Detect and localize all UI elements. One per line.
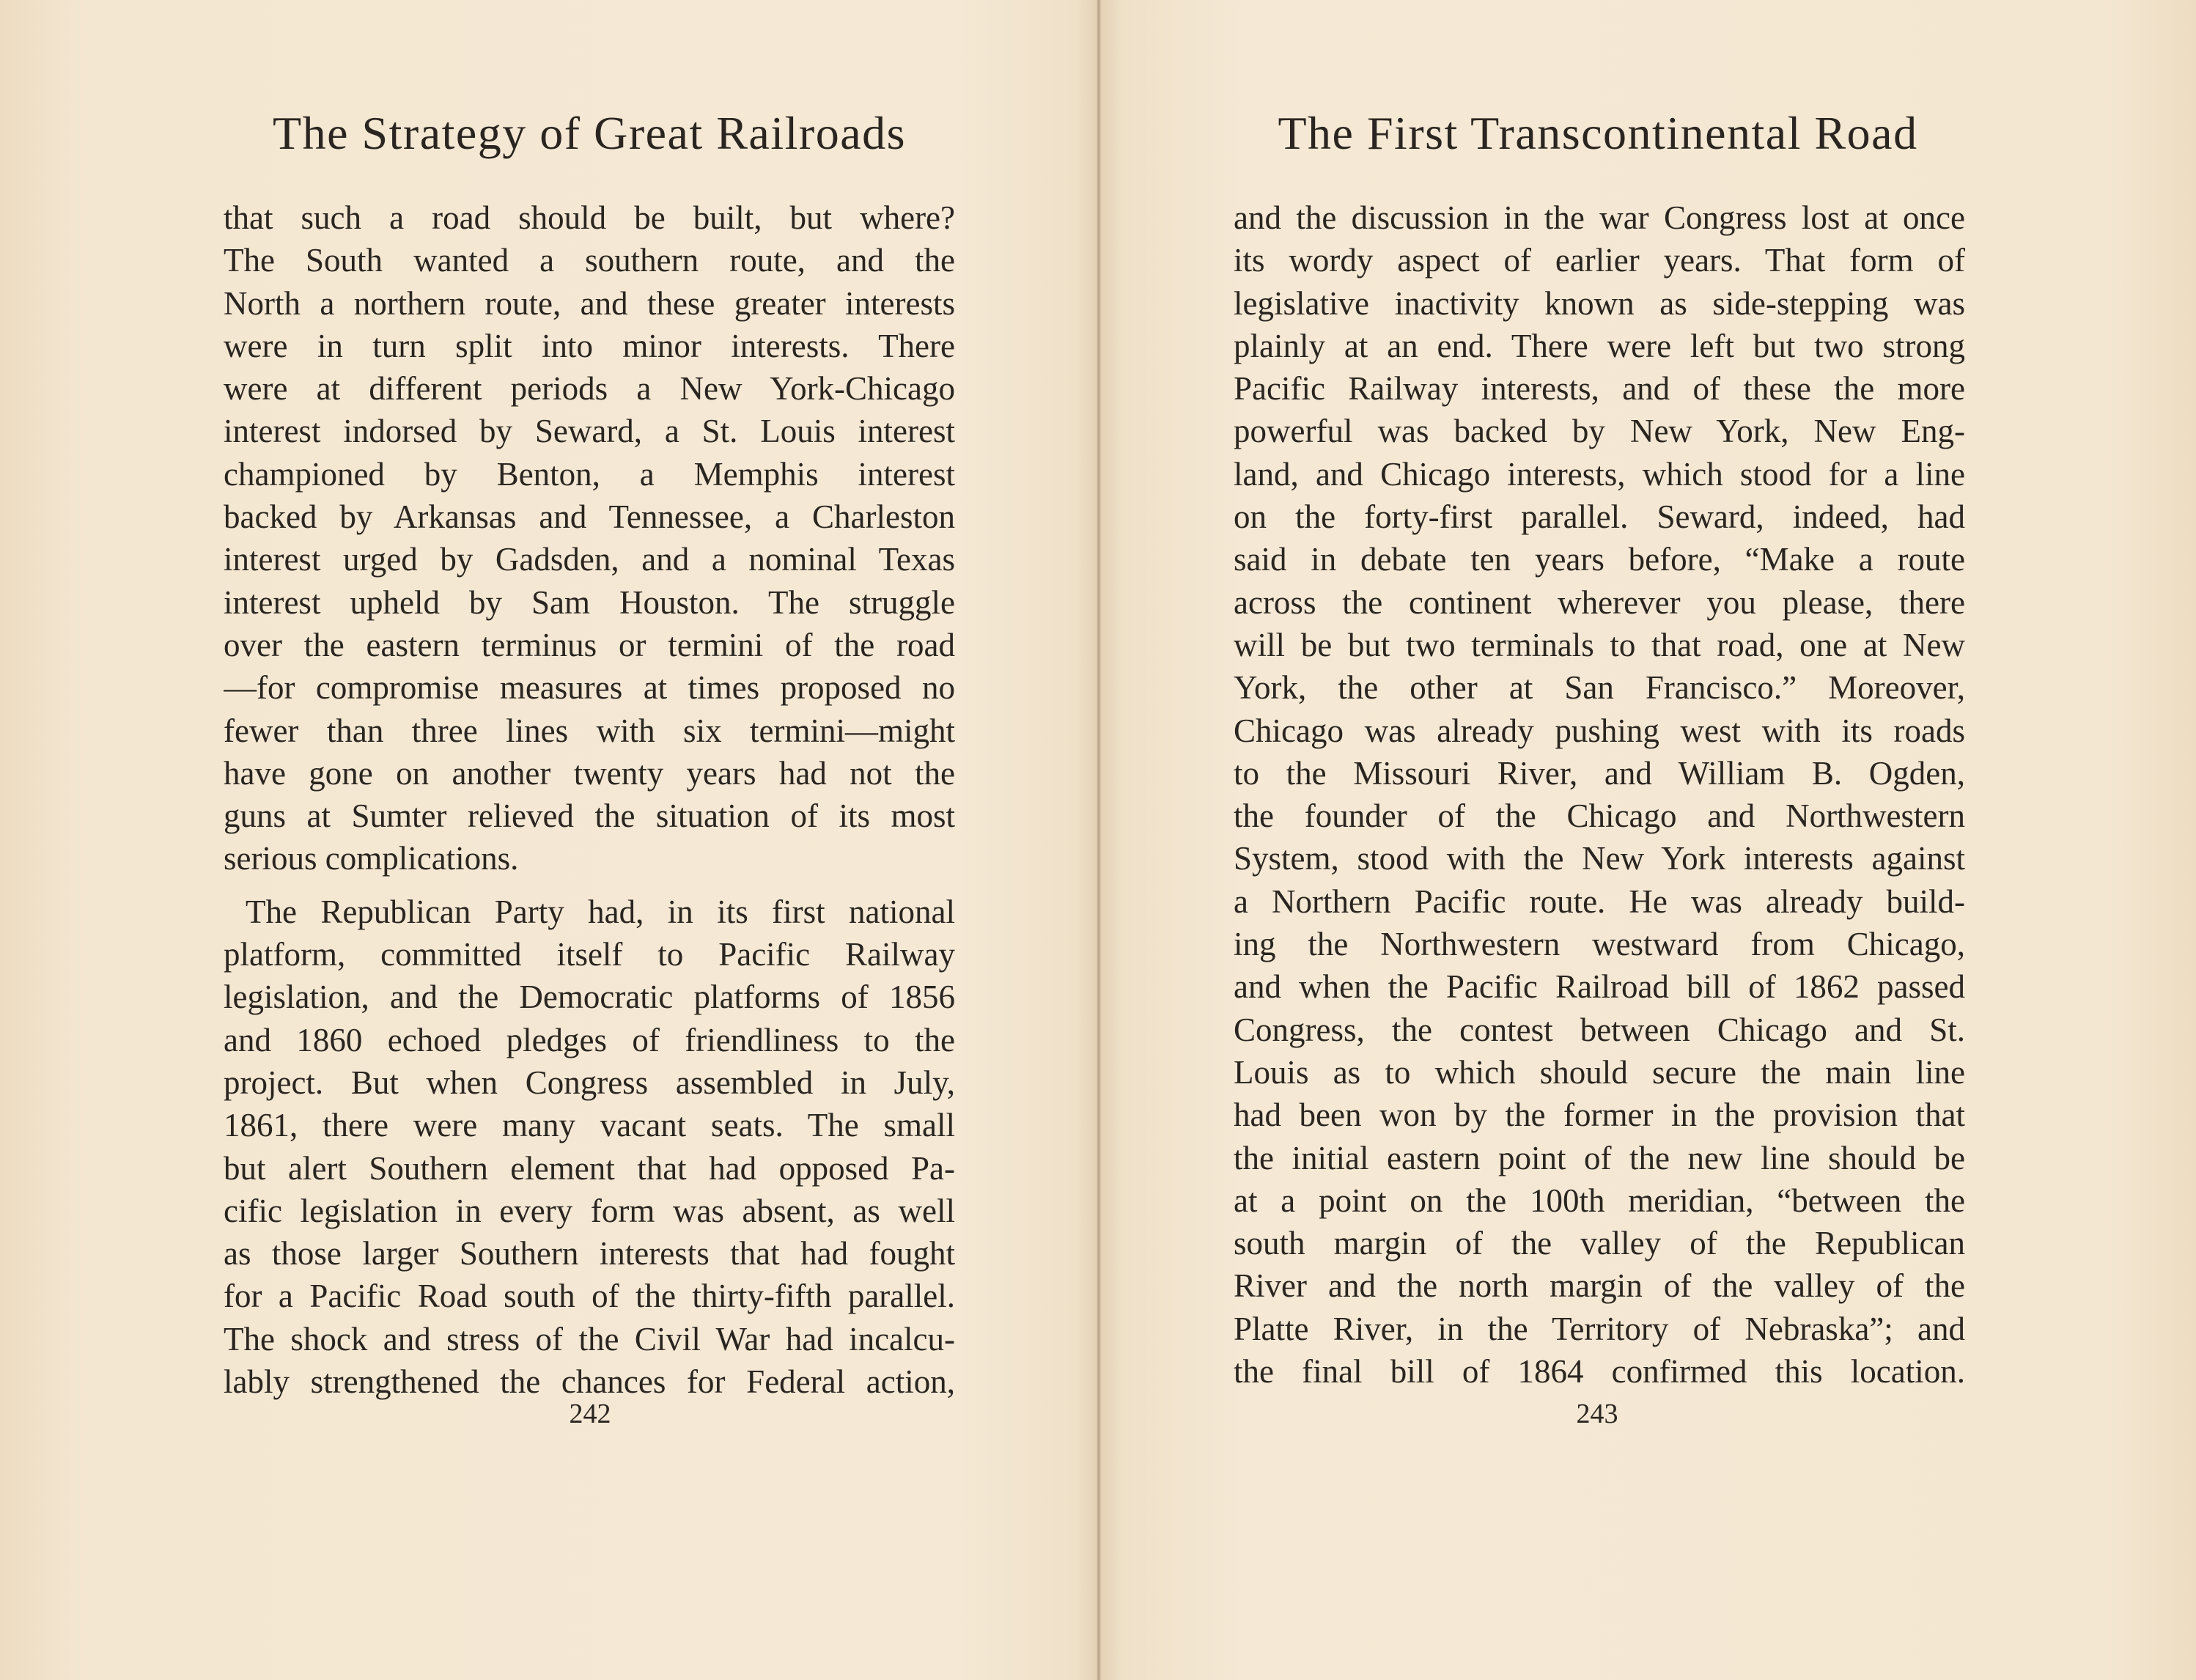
text-line: Congress, the contest between Chicago and St. <box>1234 1011 1965 1048</box>
text-line: interest indorsed by Seward, a St. Louis interest <box>224 413 955 450</box>
text-line: south margin of the valley of the Republican <box>1234 1225 1965 1262</box>
text-line: that such a road should be built, but where? <box>224 199 955 236</box>
text-line: project. But when Congress assembled in July, <box>224 1064 955 1101</box>
text-line: across the continent wherever you please, there <box>1234 583 1965 621</box>
text-line: for a Pacific Road south of the thirty-fifth parallel. <box>224 1278 955 1315</box>
text-line: land, and Chicago interests, which stood for a line <box>1234 455 1965 493</box>
text-line: will be but two terminals to that road, one at New <box>1234 626 1965 663</box>
text-line: backed by Arkansas and Tennessee, a Charleston <box>224 498 955 536</box>
text-line: lably strengthened the chances for Federal action, <box>224 1363 955 1401</box>
text-line: plainly at an end. There were left but two strong <box>1234 327 1965 364</box>
text-line: but alert Southern element that had opposed Pa- <box>224 1149 955 1187</box>
text-line: Louis as to which should secure the main line <box>1234 1053 1965 1091</box>
text-line: Platte River, in the Territory of Nebraska”; and <box>1234 1310 1965 1347</box>
text-line: System, stood with the New York interests against <box>1234 840 1965 877</box>
text-line: championed by Benton, a Memphis interest <box>224 455 955 493</box>
text-line: over the eastern terminus or termini of the road <box>224 626 955 663</box>
text-line: The South wanted a southern route, and the <box>224 242 955 279</box>
text-line: —for compromise measures at times proposed no <box>224 669 955 707</box>
text-line: The Republican Party had, in its first national <box>246 893 955 930</box>
text-line: 1861, there were many vacant seats. The small <box>224 1107 955 1144</box>
text-line: on the forty-first parallel. Seward, indeed, had <box>1234 498 1965 536</box>
text-line: fewer than three lines with six termini—might <box>224 712 955 749</box>
text-line: guns at Sumter relieved the situation of its most <box>224 797 955 835</box>
left-paragraph-1 <box>224 196 955 880</box>
text-line: serious complications. <box>224 840 519 877</box>
text-line: and the discussion in the war Congress lost at once <box>1234 199 1965 236</box>
text-line: interest urged by Gadsden, and a nominal Texas <box>224 541 955 578</box>
text-line: powerful was backed by New York, New Eng- <box>1234 413 1965 450</box>
text-line: River and the north margin of the valley of the <box>1234 1267 1965 1305</box>
text-line: its wordy aspect of earlier years. That form of <box>1234 242 1965 279</box>
left-body-text <box>224 196 955 1403</box>
text-line: the founder of the Chicago and Northwestern <box>1234 797 1965 835</box>
text-line: said in debate ten years before, “Make a route <box>1234 541 1965 578</box>
right-body-text <box>1234 196 1965 1393</box>
text-line: to the Missouri River, and William B. Ogden, <box>1234 754 1965 792</box>
left-paragraph-2 <box>224 891 955 1404</box>
text-line: and when the Pacific Railroad bill of 1862 passed <box>1234 968 1965 1006</box>
right-paragraph-1 <box>1234 196 1965 1393</box>
text-line: Chicago was already pushing west with its roads <box>1234 712 1965 749</box>
left-running-head: The Strategy of Great Railroads <box>273 107 906 159</box>
text-line: a Northern Pacific route. He was already build- <box>1234 883 1965 920</box>
text-line: York, the other at San Francisco.” Moreover, <box>1234 669 1965 707</box>
text-line: platform, committed itself to Pacific Railway <box>224 936 955 973</box>
text-line: have gone on another twenty years had not the <box>224 754 955 792</box>
text-line: legislation, and the Democratic platforms of 1856 <box>224 979 955 1016</box>
text-line: cific legislation in every form was absent, as well <box>224 1192 955 1229</box>
right-running-head: The First Transcontinental Road <box>1278 107 1918 159</box>
text-line: legislative inactivity known as side-stepping was <box>1234 284 1965 322</box>
text-line: the initial eastern point of the new line should be <box>1234 1139 1965 1176</box>
text-line: and 1860 echoed pledges of friendliness to the <box>224 1021 955 1058</box>
text-line: were in turn split into minor interests. There <box>224 327 955 364</box>
text-line: Pacific Railway interests, and of these the more <box>1234 370 1965 408</box>
right-page <box>1101 0 2196 1680</box>
left-page-number: 242 <box>569 1399 611 1429</box>
text-line: ing the Northwestern westward from Chicago, <box>1234 926 1965 963</box>
text-line: were at different periods a New York-Chicago <box>224 370 955 408</box>
text-line: as those larger Southern interests that had fought <box>224 1235 955 1272</box>
text-line: had been won by the former in the provision that <box>1234 1097 1965 1134</box>
text-line: at a point on the 100th meridian, “between the <box>1234 1182 1965 1219</box>
paragraph-gap <box>224 880 955 891</box>
text-line: North a northern route, and these greater interests <box>224 284 955 322</box>
left-page <box>0 0 1097 1680</box>
text-line: interest upheld by Sam Houston. The struggle <box>224 583 955 621</box>
right-page-number: 243 <box>1576 1399 1618 1429</box>
text-line: the final bill of 1864 confirmed this location. <box>1234 1353 1965 1390</box>
text-line: The shock and stress of the Civil War had incalcu- <box>224 1320 955 1357</box>
